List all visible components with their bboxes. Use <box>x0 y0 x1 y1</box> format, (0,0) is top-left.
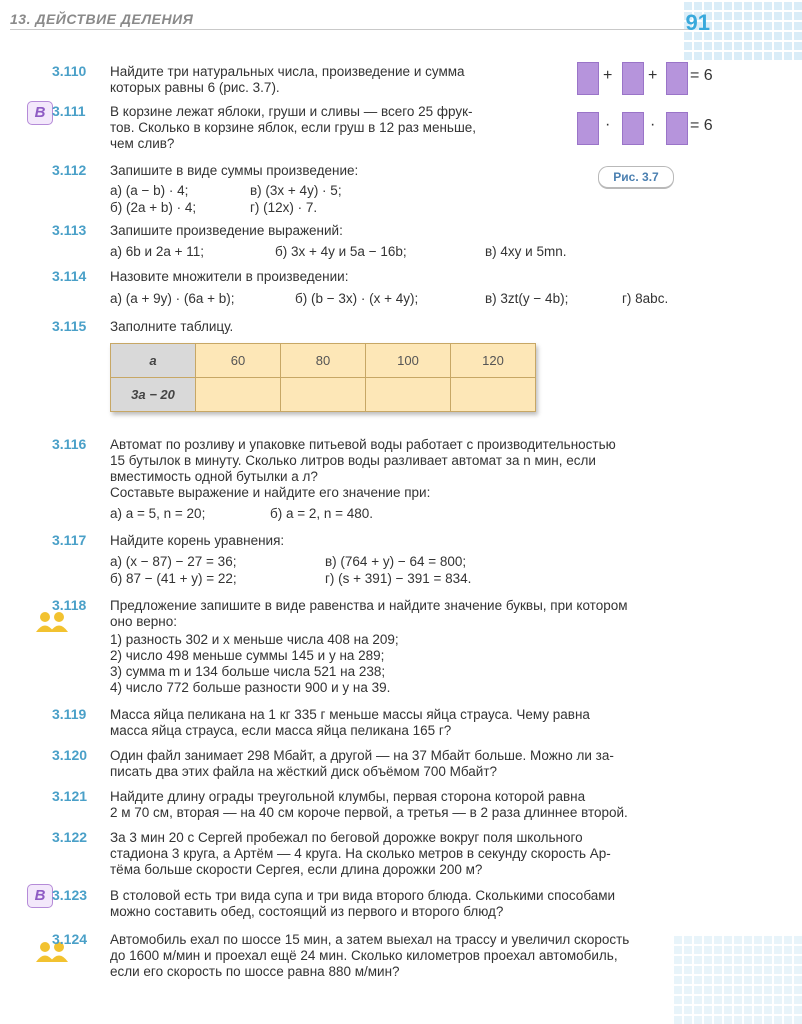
problem-text-line: Составьте выражение и найдите его значение при: <box>110 485 431 500</box>
page-number: 91 <box>685 10 710 35</box>
problem-intro: Найдите корень уравнения: <box>110 533 285 548</box>
problem-text-line: чем слив? <box>110 136 175 151</box>
problem-text-line: тов. Сколько в корзине яблок, если груш в 12 раз меньше, <box>110 120 477 135</box>
problem-number: 3.123 <box>52 887 88 903</box>
problem-intro: Запишите в виде суммы произведение: <box>110 163 359 178</box>
problem-number: 3.115 <box>52 318 87 334</box>
problem-text-line: Автомат по розливу и упаковке питьевой воды работает с производительностью <box>110 437 616 452</box>
problem-text-line: Автомобиль ехал по шоссе 15 мин, а затем выехал на трассу и увеличил скорость <box>110 932 630 947</box>
table-cell-empty <box>366 378 451 412</box>
figure-equals: = 6 <box>690 117 713 134</box>
value-table <box>110 343 536 412</box>
figure-caption: Рис. 3.7 <box>598 166 674 189</box>
figure-box <box>577 62 599 95</box>
problem-text-line: 3) сумма m и 134 больше числа 521 на 238; <box>110 664 386 679</box>
problem-item: а) (a + 9y) · (6a + b); <box>110 291 235 306</box>
problem-text-line: В корзине лежат яблоки, груши и сливы — всего 25 фрук- <box>110 104 473 119</box>
problem-text-line: если его скорость по шоссе равна 880 м/мин? <box>110 964 400 979</box>
problem-text-line: Один файл занимает 298 Мбайт, а другой — на 37 Мбайт больше. Можно ли за- <box>110 748 614 763</box>
problem-item: б) a = 2, n = 480. <box>270 506 374 521</box>
problem-text-line: Найдите длину ограды треугольной клумбы, первая сторона которой равна <box>110 789 586 804</box>
problem-item: в) 3zt(y − 4b); <box>485 291 569 306</box>
figure-dot: · <box>605 116 611 133</box>
problem-number: 3.110 <box>52 63 87 79</box>
problem-text-line: которых равны 6 (рис. 3.7). <box>110 80 280 95</box>
figure-box <box>666 112 688 145</box>
header-divider <box>10 29 692 30</box>
problem-text-line: Предложение запишите в виде равенства и найдите значение буквы, при котором <box>110 598 628 613</box>
problem-text-line: стадиона 3 круга, а Артём — 4 круга. На сколько метров в секунду скорость Ар- <box>110 846 611 861</box>
problem-item: г) 8abc. <box>622 291 669 306</box>
problem-item: а) 6b и 2a + 11; <box>110 244 204 259</box>
problem-item: б) (b − 3x) · (x + 4y); <box>295 291 419 306</box>
problem-item: а) (a − b) · 4; <box>110 183 189 198</box>
problem-text-line: За 3 мин 20 с Сергей пробежал по беговой дорожке вокруг поля школьного <box>110 830 583 845</box>
difficulty-badge-icon: B <box>27 101 53 125</box>
problem-item: в) (764 + y) − 64 = 800; <box>325 554 467 569</box>
problem-item: б) (2a + b) · 4; <box>110 200 197 215</box>
difficulty-badge-icon: B <box>27 884 53 908</box>
problem-item: в) 4xy и 5mn. <box>485 244 567 259</box>
problem-number: 3.111 <box>52 103 86 119</box>
figure-box <box>666 62 688 95</box>
problem-intro: Заполните таблицу. <box>110 319 234 334</box>
problem-text-line: масса яйца страуса, если масса яйца пеликана 165 г? <box>110 723 452 738</box>
problem-item: г) (12x) · 7. <box>250 200 318 215</box>
problem-text-line: Масса яйца пеликана на 1 кг 335 г меньше массы яйца страуса. Чему равна <box>110 707 590 722</box>
problem-number: 3.112 <box>52 162 87 178</box>
problem-number: 3.124 <box>52 931 88 947</box>
table-cell: 80 <box>281 344 366 378</box>
problem-number: 3.114 <box>52 268 87 284</box>
table-cell-empty <box>451 378 536 412</box>
problem-item: б) 87 − (41 + y) = 22; <box>110 571 237 586</box>
problem-text-line: 1) разность 302 и x меньше числа 408 на 209; <box>110 632 399 647</box>
table-cell: 100 <box>366 344 451 378</box>
problem-text-line: до 1600 м/мин и проехал ещё 24 мин. Сколько километров проехал автомобиль, <box>110 948 618 963</box>
problem-item: г) (s + 391) − 391 = 834. <box>325 571 472 586</box>
figure-dot: · <box>650 116 656 133</box>
figure-box <box>622 112 644 145</box>
problem-number: 3.120 <box>52 747 88 763</box>
problem-number: 3.119 <box>52 706 87 722</box>
figure-box <box>577 112 599 145</box>
figure-equals: = 6 <box>690 67 713 84</box>
problem-text-line: вместимость одной бутылки a л? <box>110 469 318 484</box>
problem-number: 3.121 <box>52 788 88 804</box>
pair-work-icon <box>35 611 69 633</box>
problem-item: а) (x − 87) − 27 = 36; <box>110 554 237 569</box>
problem-text-line: писать два этих файла на жёсткий диск объёмом 700 Мбайт? <box>110 764 498 779</box>
table-cell-empty <box>281 378 366 412</box>
table-cell-empty <box>196 378 281 412</box>
figure-box <box>622 62 644 95</box>
problem-text-line: 2 м 70 см, вторая — на 40 см короче первой, а третья — в 2 раза длиннее второй. <box>110 805 628 820</box>
figure-plus: + <box>648 67 658 84</box>
problem-text-line: можно составить обед, состоящий из первого и второго блюд? <box>110 904 504 919</box>
table-header-expression: 3a − 20 <box>111 378 196 412</box>
problem-intro: Запишите произведение выражений: <box>110 223 343 238</box>
problem-number: 3.118 <box>52 597 87 613</box>
problem-text-line: 4) число 772 больше разности 900 и y на 39. <box>110 680 391 695</box>
chapter-title: 13. ДЕЙСТВИЕ ДЕЛЕНИЯ <box>10 11 194 27</box>
table-cell: 60 <box>196 344 281 378</box>
problem-item: б) 3x + 4y и 5a − 16b; <box>275 244 407 259</box>
problem-number: 3.116 <box>52 436 87 452</box>
problem-number: 3.113 <box>52 222 87 238</box>
problem-intro: Назовите множители в произведении: <box>110 269 349 284</box>
problem-text-line: 15 бутылок в минуту. Сколько литров воды разливает автомат за n мин, если <box>110 453 596 468</box>
table-header-a: a <box>111 344 196 378</box>
problem-text-line: тёма больше скорости Сергея, если длина дорожки 200 м? <box>110 862 483 877</box>
problem-text-line: 2) число 498 меньше суммы 145 и y на 289; <box>110 648 385 663</box>
problem-text-line: В столовой есть три вида супа и три вида второго блюда. Сколькими способами <box>110 888 616 903</box>
problem-text-line: оно верно: <box>110 614 177 629</box>
problem-number: 3.122 <box>52 829 88 845</box>
figure-plus: + <box>603 67 613 84</box>
problem-item: а) a = 5, n = 20; <box>110 506 206 521</box>
problem-text-line: Найдите три натуральных числа, произведение и сумма <box>110 64 465 79</box>
table-cell: 120 <box>451 344 536 378</box>
problem-number: 3.117 <box>52 532 87 548</box>
problem-item: в) (3x + 4y) · 5; <box>250 183 342 198</box>
